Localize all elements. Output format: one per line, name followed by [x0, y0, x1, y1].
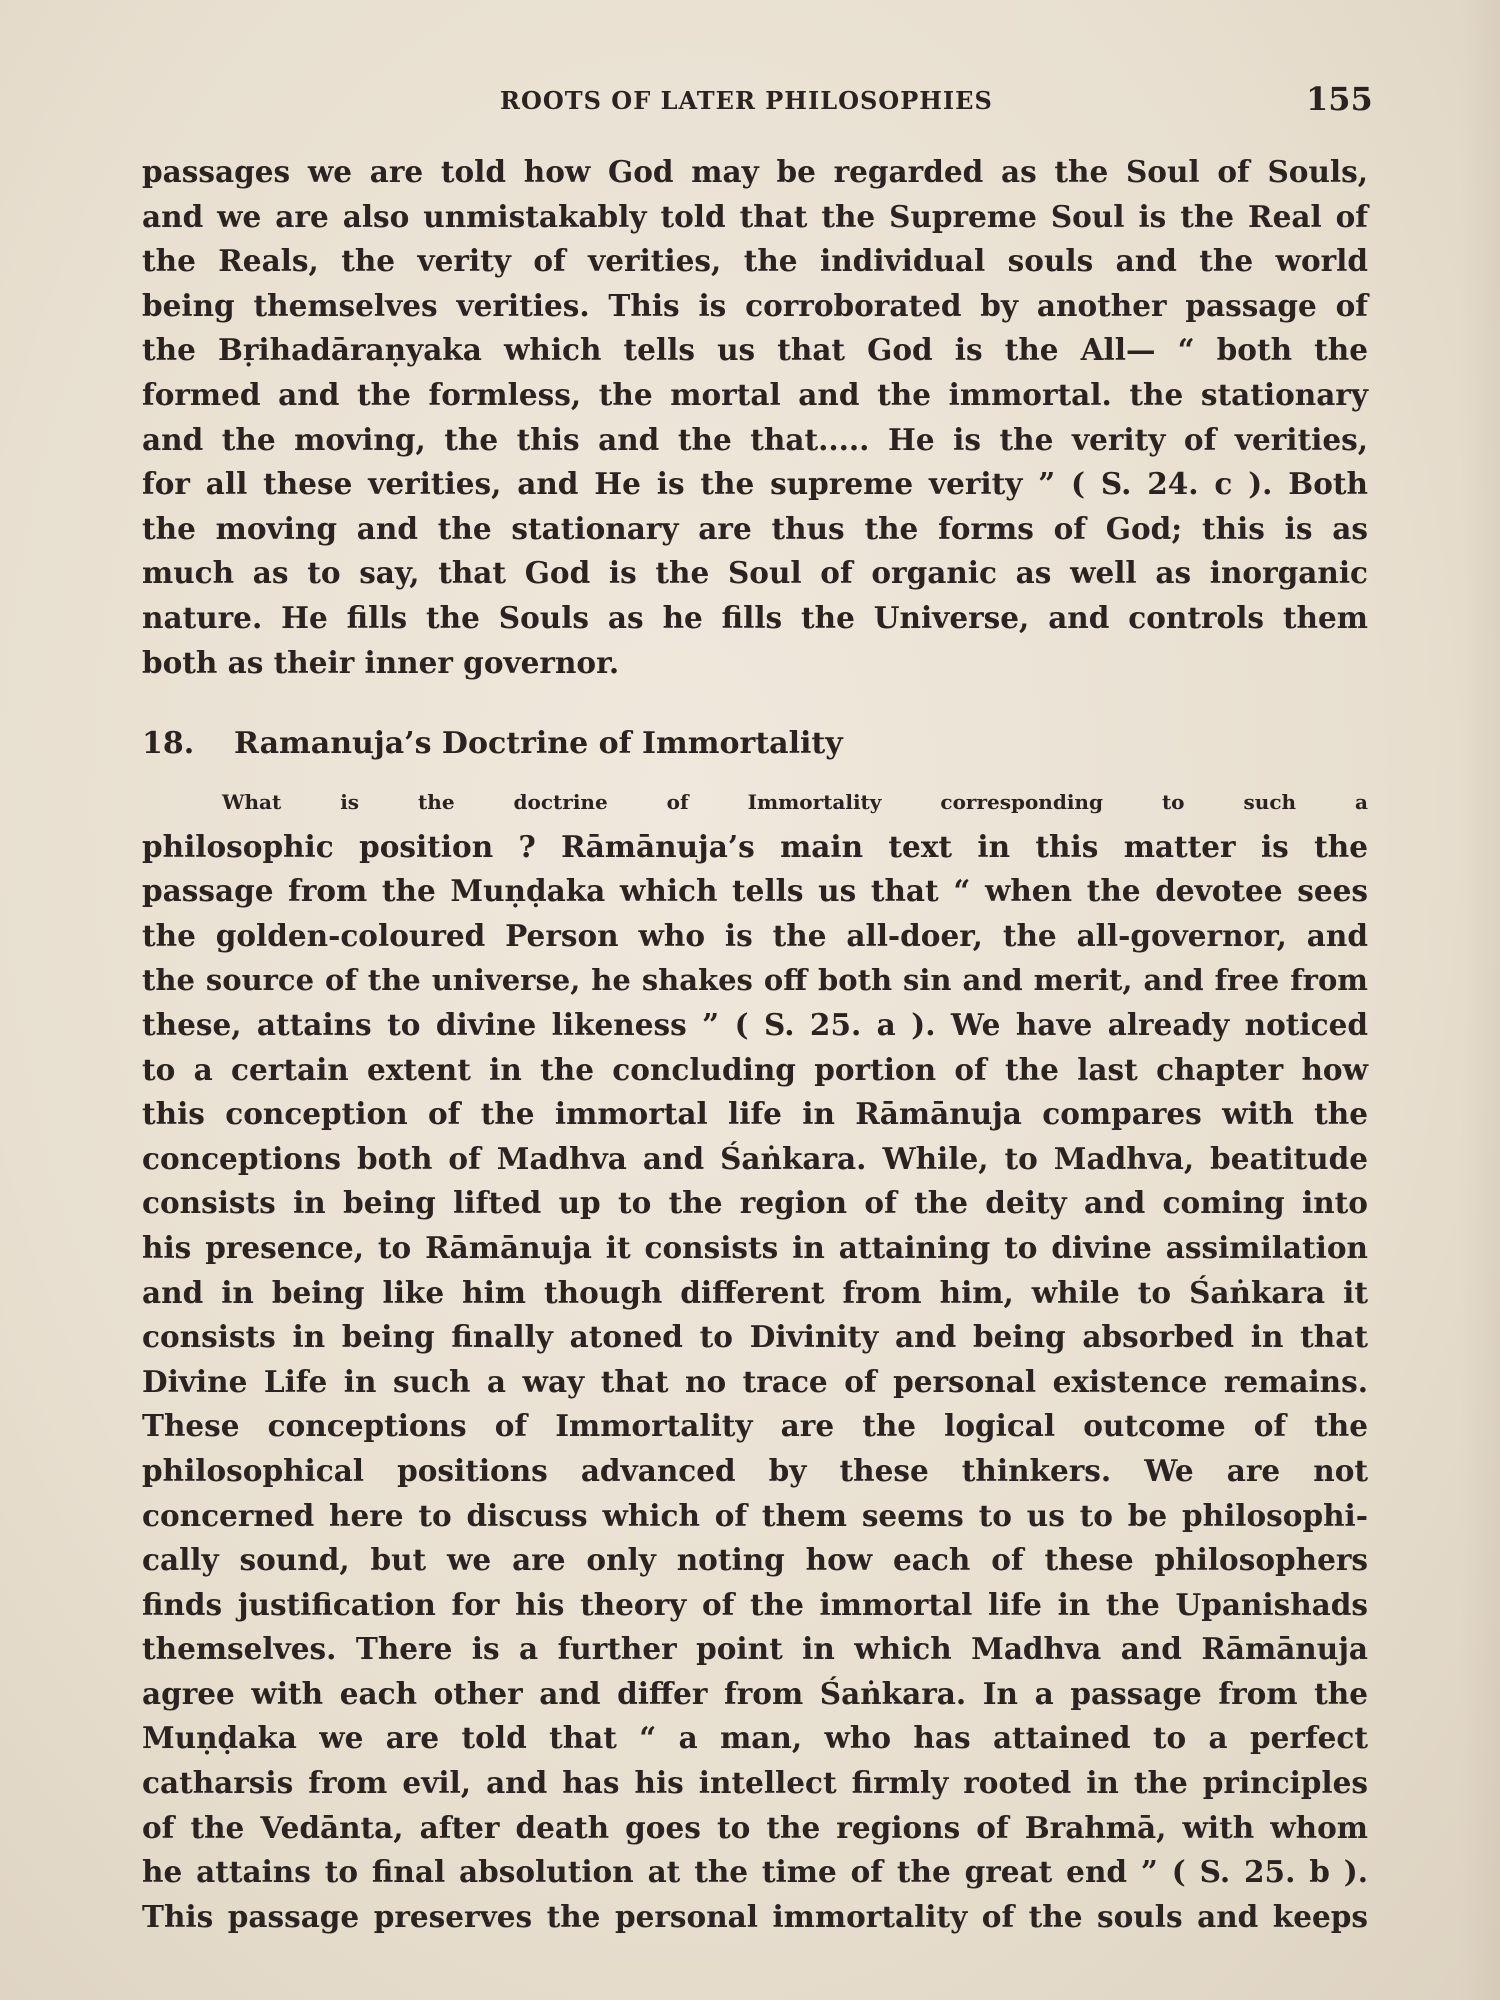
text-line: these, attains to divine likeness ” ( S. 25. a ). We have already noticed	[142, 1006, 1368, 1042]
text-line: consists in being lifted up to the region of the deity and coming into	[142, 1185, 1368, 1221]
text-line: What is the doctrine of Immortality corresponding to such a	[222, 790, 1368, 814]
text-line: the Reals, the verity of verities, the individual souls and the world	[142, 243, 1368, 279]
text-line: much as to say, that God is the Soul of organic as well as inorganic	[142, 555, 1368, 591]
text-line: formed and the formless, the mortal and the immortal. the stationary	[142, 376, 1368, 412]
running-head: ROOTS OF LATER PHILOSOPHIES	[500, 86, 993, 115]
text-line: for all these verities, and He is the supreme verity ” ( S. 24. c ). Both	[142, 466, 1368, 502]
text-line: passage from the Muṇḍaka which tells us that “ when the devotee sees	[142, 873, 1368, 909]
text-line: finds justification for his theory of the immortal life in the Upanishads	[142, 1586, 1368, 1622]
paragraph-1	[142, 150, 1368, 685]
text-line: cally sound, but we are only noting how each of these philosophers	[142, 1542, 1368, 1578]
text-line: conceptions both of Madhva and Śaṅkara. While, to Madhva, beatitude	[142, 1140, 1368, 1176]
text-line: of the Vedānta, after death goes to the regions of Brahmā, with whom	[142, 1809, 1368, 1845]
text-line: this conception of the immortal life in Rāmānuja compares with the	[142, 1096, 1368, 1132]
section-heading	[142, 726, 843, 761]
text-line: concerned here to discuss which of them seems to us to be philosophi-	[142, 1497, 1368, 1533]
text-line: Muṇḍaka we are told that “ a man, who has attained to a perfect	[142, 1720, 1368, 1756]
text-line: he attains to final absolution at the time of the great end ” ( S. 25. b ).	[142, 1854, 1368, 1890]
text-line: This passage preserves the personal immortality of the souls and keeps	[142, 1898, 1368, 1934]
text-line: catharsis from evil, and has his intellect firmly rooted in the principles	[142, 1765, 1368, 1801]
section-title: Ramanuja’s Doctrine of Immortality	[234, 726, 843, 761]
text-line: the moving and the stationary are thus the forms of God; this is as	[142, 510, 1368, 546]
text-line: his presence, to Rāmānuja it consists in attaining to divine assimilation	[142, 1229, 1368, 1265]
text-line: both as their inner governor.	[142, 644, 620, 680]
text-line: and the moving, the this and the that..... He is the verity of verities,	[142, 421, 1368, 457]
text-line: to a certain extent in the concluding portion of the last chapter how	[142, 1051, 1368, 1087]
text-line: themselves. There is a further point in which Madhva and Rāmānuja	[142, 1631, 1368, 1667]
text-line: philosophic position ? Rāmānuja’s main text in this matter is the	[142, 828, 1368, 864]
text-line: the Bṛihadāraṇyaka which tells us that God is the All— “ both the	[142, 332, 1368, 368]
text-line: the golden-coloured Person who is the all-doer, the all-governor, and	[142, 917, 1368, 953]
text-line: philosophical positions advanced by these thinkers. We are not	[142, 1452, 1368, 1488]
text-line: and in being like him though different from him, while to Śaṅkara it	[142, 1274, 1368, 1310]
text-line: and we are also unmistakably told that the Supreme Soul is the Real of	[142, 198, 1368, 234]
text-line: consists in being finally atoned to Divinity and being absorbed in that	[142, 1319, 1368, 1355]
text-line: Divine Life in such a way that no trace of personal existence remains.	[142, 1363, 1368, 1399]
paragraph-2	[142, 780, 1368, 1939]
page-number: 155	[1306, 80, 1373, 118]
text-line: being themselves verities. This is corroborated by another passage of	[142, 287, 1368, 323]
page-edge-shading	[1460, 0, 1500, 2000]
text-line: nature. He fills the Souls as he fills the Universe, and controls them	[142, 599, 1368, 635]
text-line: agree with each other and differ from Śaṅkara. In a passage from the	[142, 1675, 1368, 1711]
text-line: These conceptions of Immortality are the logical outcome of the	[142, 1408, 1368, 1444]
text-line: passages we are told how God may be regarded as the Soul of Souls,	[142, 154, 1368, 189]
section-number: 18.	[142, 726, 195, 761]
text-line: the source of the universe, he shakes off both sin and merit, and free from	[142, 963, 1368, 998]
